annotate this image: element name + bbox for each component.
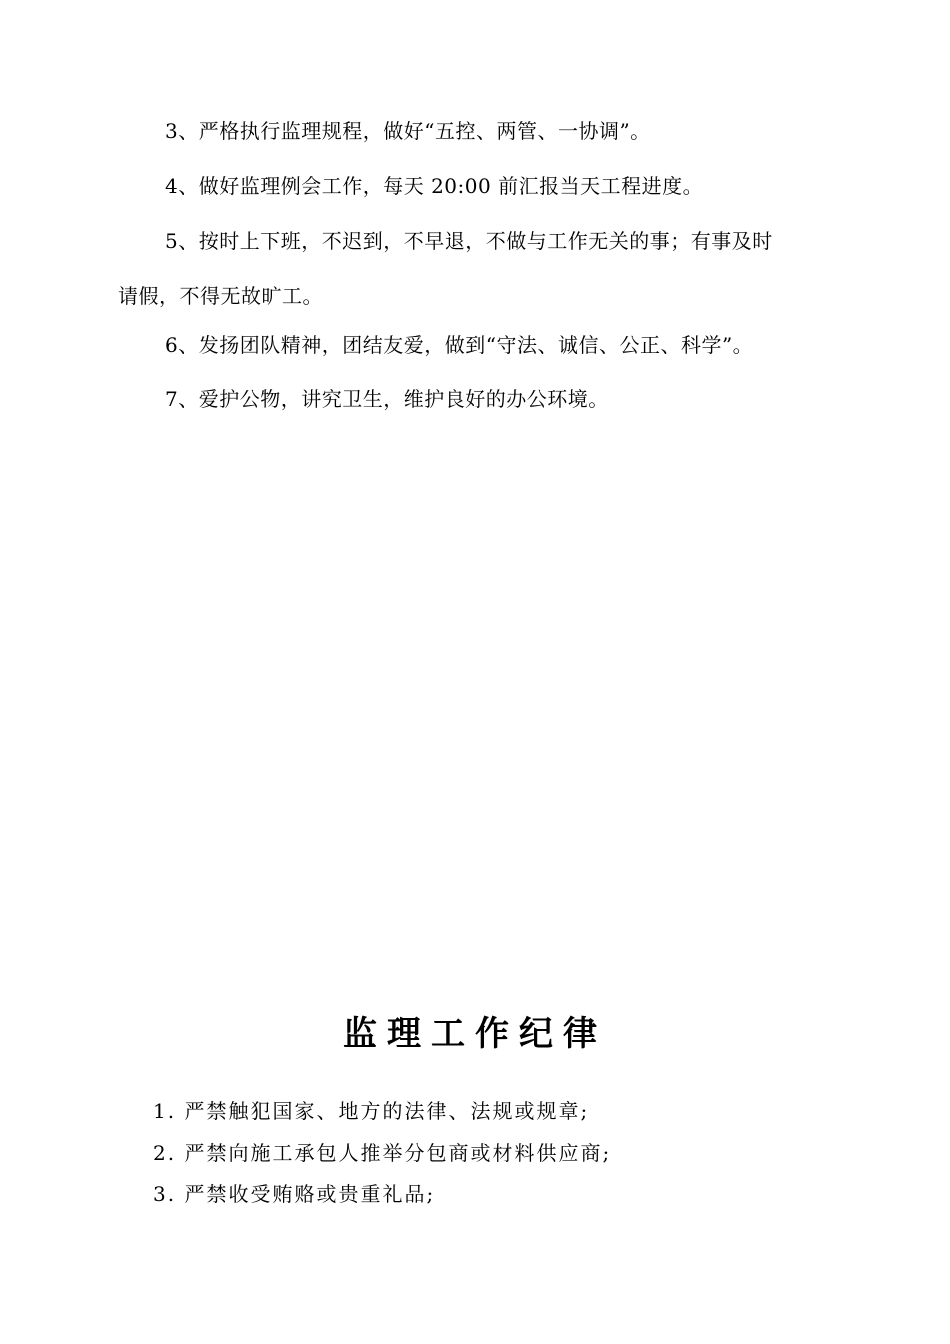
rule-3: 3、严格执行监理规程，做好“五控、两管、一协调”。 (165, 119, 651, 143)
rule-6: 6、发扬团队精神，团结友爱，做到“守法、诚信、公正、科学”。 (165, 333, 754, 357)
rule-5-continuation: 请假，不得无故旷工。 (118, 284, 323, 308)
discipline-title: 监理工作纪律 (343, 1014, 607, 1054)
discipline-item-3: 3. 严禁收受贿赂或贵重礼品; (153, 1182, 436, 1206)
discipline-item-1: 1. 严禁触犯国家、地方的法律、法规或规章; (153, 1099, 590, 1123)
rule-4: 4、做好监理例会工作，每天 20:00 前汇报当天工程进度。 (165, 174, 704, 198)
rule-7: 7、爱护公物，讲究卫生，维护良好的办公环境。 (165, 387, 609, 411)
discipline-item-2: 2. 严禁向施工承包人推举分包商或材料供应商; (153, 1141, 612, 1165)
rule-5: 5、按时上下班，不迟到，不早退，不做与工作无关的事；有事及时 (165, 229, 773, 253)
